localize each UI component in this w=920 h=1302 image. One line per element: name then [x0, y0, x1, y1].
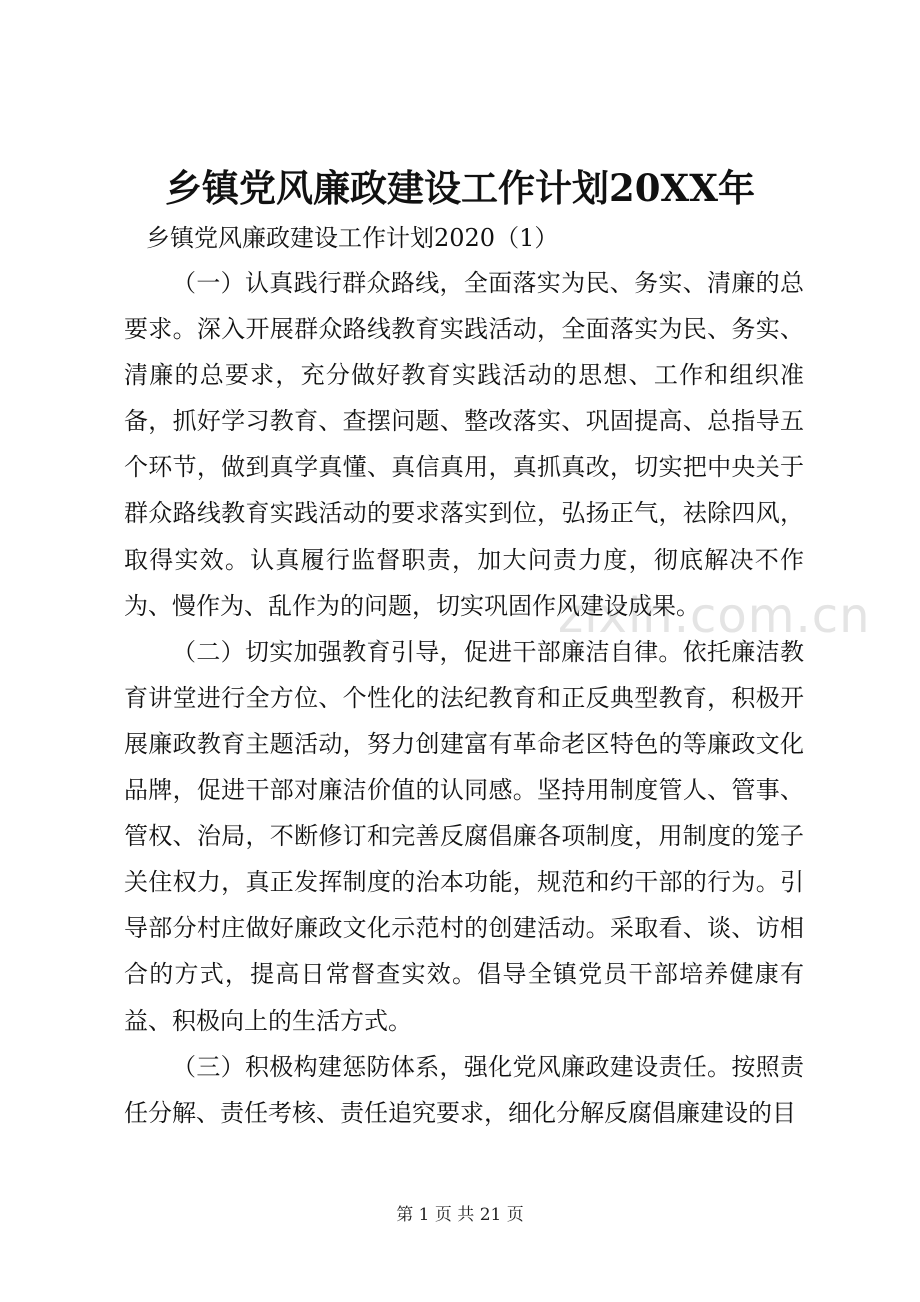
- paragraph-1: （一）认真践行群众路线，全面落实为民、务实、清廉的总要求。深入开展群众路线教育实践活动，全面落实为民、务实、清廉的总要求，充分做好教育实践活动的思想、工作和组织准备，抓好学习教育、查摆问题、整改落实、巩固提高、总指导五个环节，做到真学真懂、真信真用，真抓真改，切实把中央关于群众路线教育实践活动的要求落实到位，弘扬正气，祛除四风，取得实效。认真履行监督职责，加大问责力度，彻底解决不作为、慢作为、乱作为的问题，切实巩固作风建设成果。: [124, 269, 804, 620]
- paragraph-2: （二）切实加强教育引导，促进干部廉洁自律。依托廉洁教育讲堂进行全方位、个性化的法纪教育和正反典型教育，积极开展廉政教育主题活动，努力创建富有革命老区特色的等廉政文化品牌，促进干部对廉洁价值的认同感。坚持用制度管人、管事、管权、治局，不断修订和完善反腐倡廉各项制度，用制度的笼子关住权力，真正发挥制度的治本功能，规范和约干部的行为。引导部分村庄做好廉政文化示范村的创建活动。采取看、谈、访相合的方式，提高日常督查实效。倡导全镇党员干部培养健康有益、积极向上的生活方式。: [124, 637, 804, 1035]
- document-body: [124, 260, 804, 1136]
- watermark: zixin.com.cn: [558, 588, 871, 644]
- page-title: 乡镇党风廉政建设工作计划20XX年: [165, 166, 755, 210]
- page-footer: 第 1 页 共 21 页: [396, 1205, 524, 1225]
- document-subtitle: 乡镇党风廉政建设工作计划2020（1）: [146, 224, 559, 252]
- paragraph-3: （三）积极构建惩防体系，强化党风廉政建设责任。按照责任分解、责任考核、责任追究要求，细化分解反腐倡廉建设的目: [124, 1052, 804, 1127]
